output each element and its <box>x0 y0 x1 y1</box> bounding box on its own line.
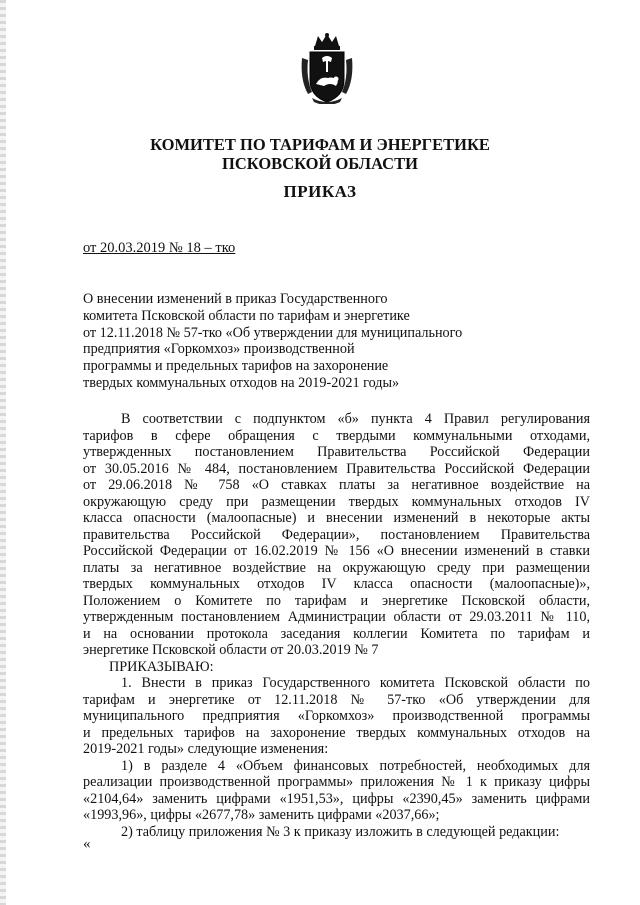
sub-item-1-paragraph <box>83 758 590 824</box>
subject-line: от 12.11.2018 № 57-тко «Об утверждении для муниципального <box>83 324 463 341</box>
item-1-line: 2019-2021 годы» следующие изменения: <box>83 741 329 757</box>
sub-item-1-line: реализации производственной программы» приложения № 1 к приказу цифры <box>83 774 590 790</box>
preamble-line: от 29.06.2018 № 758 «О ставках платы за негативное воздействие на <box>83 477 590 493</box>
order-number: от 20.03.2019 № 18 – тко <box>83 240 236 256</box>
preamble-line: от 30.05.2016 № 484, постановлением Правительства Российской Федерации <box>83 460 590 477</box>
subject-line: предприятия «Горкомхоз» производственной <box>83 341 355 358</box>
item-1-line: тарифам и энергетике от 12.11.2018 № 57-тко «Об утверждении для <box>83 691 590 708</box>
preamble-line: твердых коммунальных отходов IV класса опасности (малоопасные)», <box>83 576 590 592</box>
subject-line: программы и предельных тарифов на захоронение <box>83 358 389 375</box>
organization-name-line2: ПСКОВСКОЙ ОБЛАСТИ <box>222 154 418 173</box>
sub-item-1-line: 1) в разделе 4 «Объем финансовых потребностей, необходимых для <box>121 757 590 774</box>
preamble-line: и на основании протокола заседания коллегии Комитета по тарифам и <box>83 625 590 642</box>
pskov-coat-of-arms-icon <box>298 32 356 104</box>
subject-line: О внесении изменений в приказ Государственного <box>83 291 388 307</box>
preamble-line: утвержденных постановлением Правительства Российской Федерации <box>83 444 590 460</box>
preamble-line: тарифов в сфере обращения с твердыми коммунальными отходами, <box>83 427 590 444</box>
item-1-line: муниципального предприятия «Горкомхоз» производственной программы <box>83 708 590 724</box>
item-1-line: и предельных тарифов на захоронение твердых коммунальных отходов на <box>83 724 590 741</box>
organization-name-line1: КОМИТЕТ ПО ТАРИФАМ И ЭНЕРГЕТИКЕ <box>150 135 490 154</box>
subject-line: комитета Псковской области по тарифам и энергетике <box>83 307 410 324</box>
sub-item-2-line: 2) таблицу приложения № 3 к приказу изложить в следующей редакции: <box>121 823 560 840</box>
item-1-line: 1. Внести в приказ Государственного комитета Псковской области по <box>121 675 590 691</box>
preamble-line: энергетике Псковской области от 20.03.2019 № 7 <box>83 642 379 658</box>
order-body <box>83 411 590 840</box>
sub-item-1-line: «1993,96», цифры «2677,78» заменить цифрами «2037,66»; <box>83 807 440 823</box>
preamble-line: Положением о Комитете по тарифам и энергетике Псковской области, <box>83 592 590 609</box>
preamble-line: платы за негативное воздействие на окружающую среду при размещении <box>83 559 590 576</box>
sub-item-1-line: «2104,64» заменить цифрами «1951,53», цифры «2390,45» заменить цифрами <box>83 790 590 807</box>
order-subject <box>83 291 462 392</box>
preamble-line: В соответствии с подпунктом «б» пункта 4 Правил регулирования <box>121 411 590 427</box>
trailing-quote-mark: « <box>83 836 91 852</box>
preamble-line: Российской Федерации от 16.02.2019 № 156 «О внесении изменений в ставки <box>83 543 590 559</box>
order-word: ПРИКАЗЫВАЮ: <box>109 658 214 675</box>
document-type-title: ПРИКАЗ <box>283 182 357 201</box>
preamble-line: окружающую среду при размещении твердых коммунальных отходов IV <box>83 493 590 510</box>
item-1-paragraph <box>83 675 590 758</box>
subject-line: твердых коммунальных отходов на 2019-2021 годы» <box>83 374 400 391</box>
preamble-line: утвержденным постановлением Администрации области от 29.03.2011 № 110, <box>83 609 590 625</box>
preamble-line: класса опасности (малоопасные) и внесении изменений в некоторые акты <box>83 510 590 526</box>
preamble-line: правительства Российской Федерации», постановлением Правительства <box>83 526 590 543</box>
preamble-paragraph <box>83 411 590 659</box>
